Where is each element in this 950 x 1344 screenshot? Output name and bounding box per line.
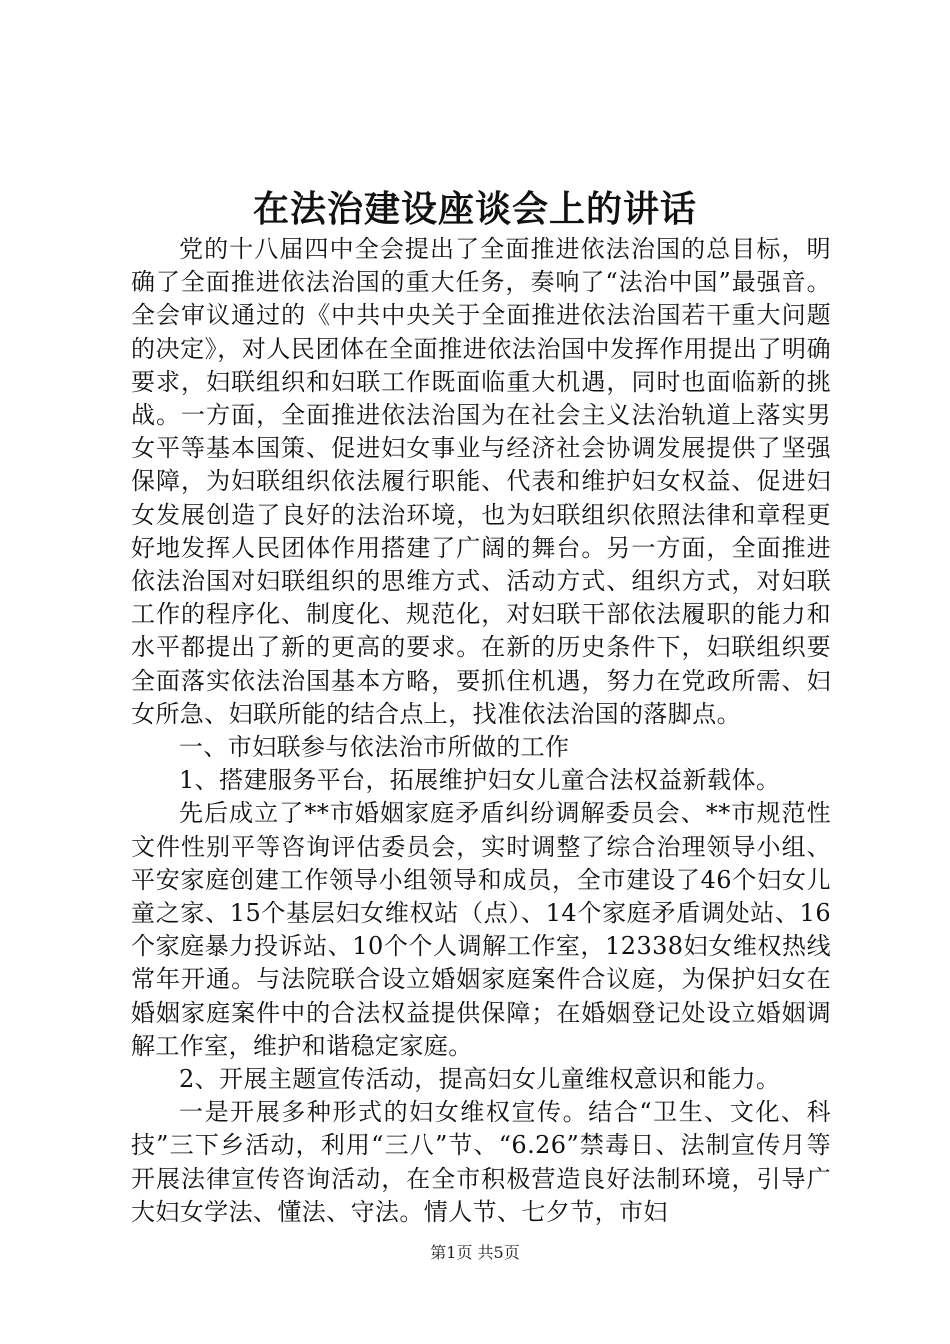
section-heading-1: 一、市妇联参与依法治市所做的工作 (179, 733, 570, 762)
document-body (131, 233, 831, 1229)
paragraph-publicity: 一是开展多种形式的妇女维权宣传。结合“卫生、文化、科技”三下乡活动，利用“三八”节、“6.26”禁毒日、法制宣传月等开展法律宣传咨询活动，在全市积极营造良好法制环境，引导广大妇女学法、懂法、守法。情人节、七夕节，市妇 (131, 1098, 831, 1226)
page-footer: 第1页 共5页 (430, 1243, 520, 1262)
paragraph-service-platform: 先后成立了**市婚姻家庭矛盾纠纷调解委员会、**市规范性文件性别平等咨询评估委员会，实时调整了综合治理领导小组、平安家庭创建工作领导小组领导和成员，全市建设了46个妇女儿童之家、15个基层妇女维权站（点）、14个家庭矛盾调处站、16个家庭暴力投诉站、10个个人调解工作室，12338妇女维权热线常年开通。与法院联合设立婚姻家庭案件合议庭，为保护妇女在婚姻家庭案件中的合法权益提供保障；在婚姻登记处设立婚姻调解工作室，维护和谐稳定家庭。 (131, 799, 831, 1060)
paragraph-intro: 党的十八届四中全会提出了全面推进依法治国的总目标，明确了全面推进依法治国的重大任务，奏响了“法治中国”最强音。全会审议通过的《中共中央关于全面推进依法治国若干重大问题的决定》，对人民团体在全面推进依法治国中发挥作用提出了明确要求，妇联组织和妇联工作既面临重大机遇，同时也面临新的挑战。一方面，全面推进依法治国为在社会主义法治轨道上落实男女平等基本国策、促进妇女事业与经济社会协调发展提供了坚强保障，为妇联组织依法履行职能、代表和维护妇女权益、促进妇女发展创造了良好的法治环境，也为妇联组织依照法律和章程更好地发挥人民团体作用搭建了广阔的舞台。另一方面，全面推进依法治国对妇联组织的思维方式、活动方式、组织方式，对妇联工作的程序化、制度化、规范化，对妇联干部依法履职的能力和水平都提出了新的更高的要求。在新的历史条件下，妇联组织要全面落实依法治国基本方略，要抓住机遇，努力在党政所需、妇女所急、妇联所能的结合点上，找准依法治国的落脚点。 (131, 235, 831, 728)
subsection-heading-1: 1、搭建服务平台，拓展维护妇女儿童合法权益新载体。 (179, 766, 781, 795)
document-title: 在法治建设座谈会上的讲话 (252, 188, 697, 230)
subsection-heading-2: 2、开展主题宣传活动，提高妇女儿童维权意识和能力。 (179, 1065, 781, 1094)
